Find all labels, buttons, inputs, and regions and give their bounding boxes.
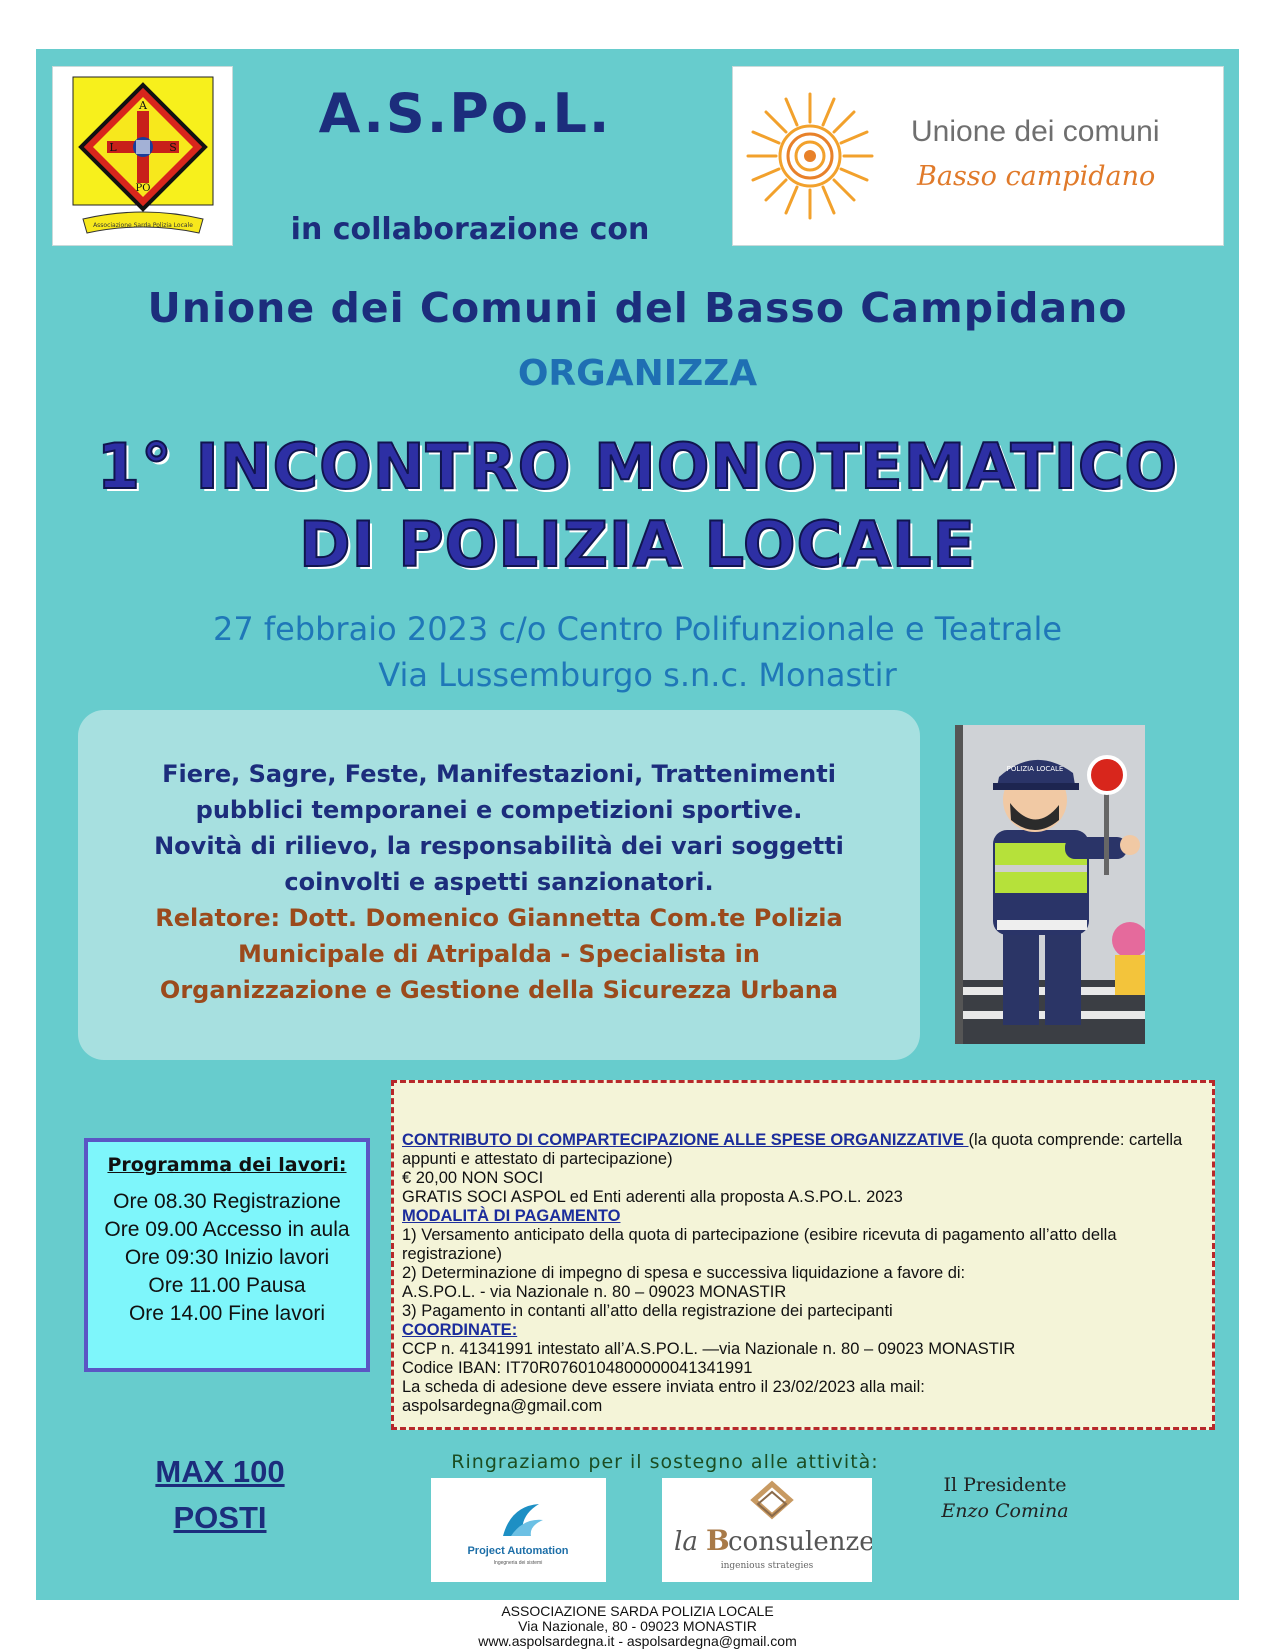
svg-text:B: B <box>706 1524 730 1557</box>
program-item: Ore 11.00 Pausa <box>148 1274 306 1297</box>
program-item: Ore 14.00 Fine lavori <box>128 1302 326 1325</box>
speaker-line: Organizzazione e Gestione della Sicurezza Urbana <box>159 976 839 1004</box>
event-address: Via Lussemburgo s.n.c. Monastir <box>378 656 897 694</box>
diamond-icon <box>662 1478 872 1582</box>
ccp-line: CCP n. 41341991 intestato all’A.S.PO.L. —via Nazionale n. 80 – 09023 MONASTIR <box>402 1340 1016 1358</box>
event-date-venue: 27 febbraio 2023 c/o Centro Polifunzionale e Teatrale <box>212 610 1063 648</box>
speaker-line: Municipale di Atripalda - Specialista in <box>238 940 760 968</box>
svg-text:consulenze: consulenze <box>728 1527 872 1557</box>
program-item: Ore 09:30 Inizio lavori <box>124 1246 330 1269</box>
svg-text:la: la <box>674 1527 698 1557</box>
svg-text:Project Automation: Project Automation <box>467 1545 569 1557</box>
svg-text:A: A <box>139 99 147 112</box>
svg-text:L: L <box>109 141 117 154</box>
president-name: Enzo Comina <box>941 1500 1069 1522</box>
sponsors-thanks: Ringraziamo per il sostegno alle attività: <box>451 1451 879 1473</box>
capacity-line2: POSTI <box>173 1500 267 1535</box>
footer-contacts: www.aspolsardegna.it - aspolsardegna@gmail.com <box>478 1633 797 1649</box>
deadline-line: La scheda di adesione deve essere inviata entro il 23/02/2023 alla mail: <box>402 1378 925 1396</box>
fee-info-box <box>391 1080 1215 1430</box>
president-role: Il Presidente <box>943 1474 1067 1496</box>
capacity-line1: MAX 100 <box>155 1454 285 1489</box>
fee-line: € 20,00 NON SOCI <box>402 1169 544 1187</box>
speaker-line: Relatore: Dott. Domenico Giannetta Com.te Polizia <box>155 904 843 932</box>
svg-text:POLIZIA LOCALE: POLIZIA LOCALE <box>1006 765 1064 773</box>
aspol-logo <box>52 66 233 246</box>
svg-text:PO: PO <box>135 183 151 194</box>
topic-line: Fiere, Sagre, Feste, Manifestazioni, Trattenimenti <box>162 760 836 788</box>
sponsor-labconsulenze-logo <box>662 1478 872 1582</box>
coordinates-heading: COORDINATE: <box>402 1321 518 1339</box>
payment-option: 2) Determinazione di impegno di spesa e successiva liquidazione a favore di: <box>402 1264 966 1282</box>
unione-logo-line2: Basso campidano <box>917 161 1156 192</box>
payment-option: 3) Pagamento in contanti all’atto della registrazione dei partecipanti <box>402 1302 893 1320</box>
collaboration-text: in collaborazione con <box>290 212 650 247</box>
wave-icon <box>431 1478 606 1582</box>
event-title-line2: DI POLIZIA LOCALE <box>299 508 976 581</box>
footer-address: Via Nazionale, 80 - 09023 MONASTIR <box>518 1618 757 1634</box>
police-officer-illustration <box>955 725 1145 1044</box>
free-line: GRATIS SOCI ASPOL ed Enti aderenti alla proposta A.S.PO.L. 2023 <box>402 1188 903 1206</box>
payment-heading: MODALITÀ DI PAGAMENTO <box>402 1207 621 1225</box>
unione-logo <box>732 66 1224 246</box>
payment-option: 1) Versamento anticipato della quota di partecipazione (esibire ricevuta di pagamento all’atto della registrazione) <box>402 1226 1117 1263</box>
iban-line: Codice IBAN: IT70R0760104800000041341991 <box>402 1359 753 1377</box>
topic-line: pubblici temporanei e competizioni sportive. <box>195 796 803 824</box>
contact-email: aspolsardegna@gmail.com <box>402 1397 603 1415</box>
footer-org: ASSOCIAZIONE SARDA POLIZIA LOCALE <box>501 1603 774 1619</box>
aspol-emblem-icon <box>53 67 232 245</box>
contribution-note: (la quota comprende: cartella appunti e attestato di partecipazione) <box>402 1131 1183 1168</box>
program-title: Programma dei lavori: <box>107 1154 347 1176</box>
sun-icon <box>745 81 875 231</box>
topic-line: Novità di rilievo, la responsabilità dei vari soggetti <box>154 832 844 860</box>
program-item: Ore 09.00 Accesso in aula <box>104 1218 350 1241</box>
svg-text:S: S <box>169 141 177 154</box>
program-item: Ore 08.30 Registrazione <box>113 1190 341 1213</box>
svg-text:Ingegneria dei sistemi: Ingegneria dei sistemi <box>493 1560 543 1566</box>
event-title-line1: 1° INCONTRO MONOTEMATICO <box>96 430 1179 503</box>
program-box <box>84 1138 370 1372</box>
union-name: Unione dei Comuni del Basso Campidano <box>147 284 1128 332</box>
sponsor-project-automation-logo <box>431 1478 606 1582</box>
org-title: A.S.Po.L. <box>318 82 612 145</box>
contribution-heading: CONTRIBUTO DI COMPARTECIPAZIONE ALLE SPESE ORGANIZZATIVE <box>402 1131 969 1149</box>
svg-text:ingenious strategies: ingenious strategies <box>720 1561 814 1571</box>
contribution-line <box>402 1131 1204 1169</box>
unione-logo-line1: Unione dei comuni <box>911 115 1160 148</box>
svg-text:Associazione Sarda Polizia Loc: Associazione Sarda Polizia Locale <box>93 222 193 229</box>
payment-option-address: A.S.PO.L. - via Nazionale n. 80 – 09023 MONASTIR <box>402 1283 787 1301</box>
organizes-label: ORGANIZZA <box>517 353 758 394</box>
topic-line: coinvolti e aspetti sanzionatori. <box>284 868 714 896</box>
